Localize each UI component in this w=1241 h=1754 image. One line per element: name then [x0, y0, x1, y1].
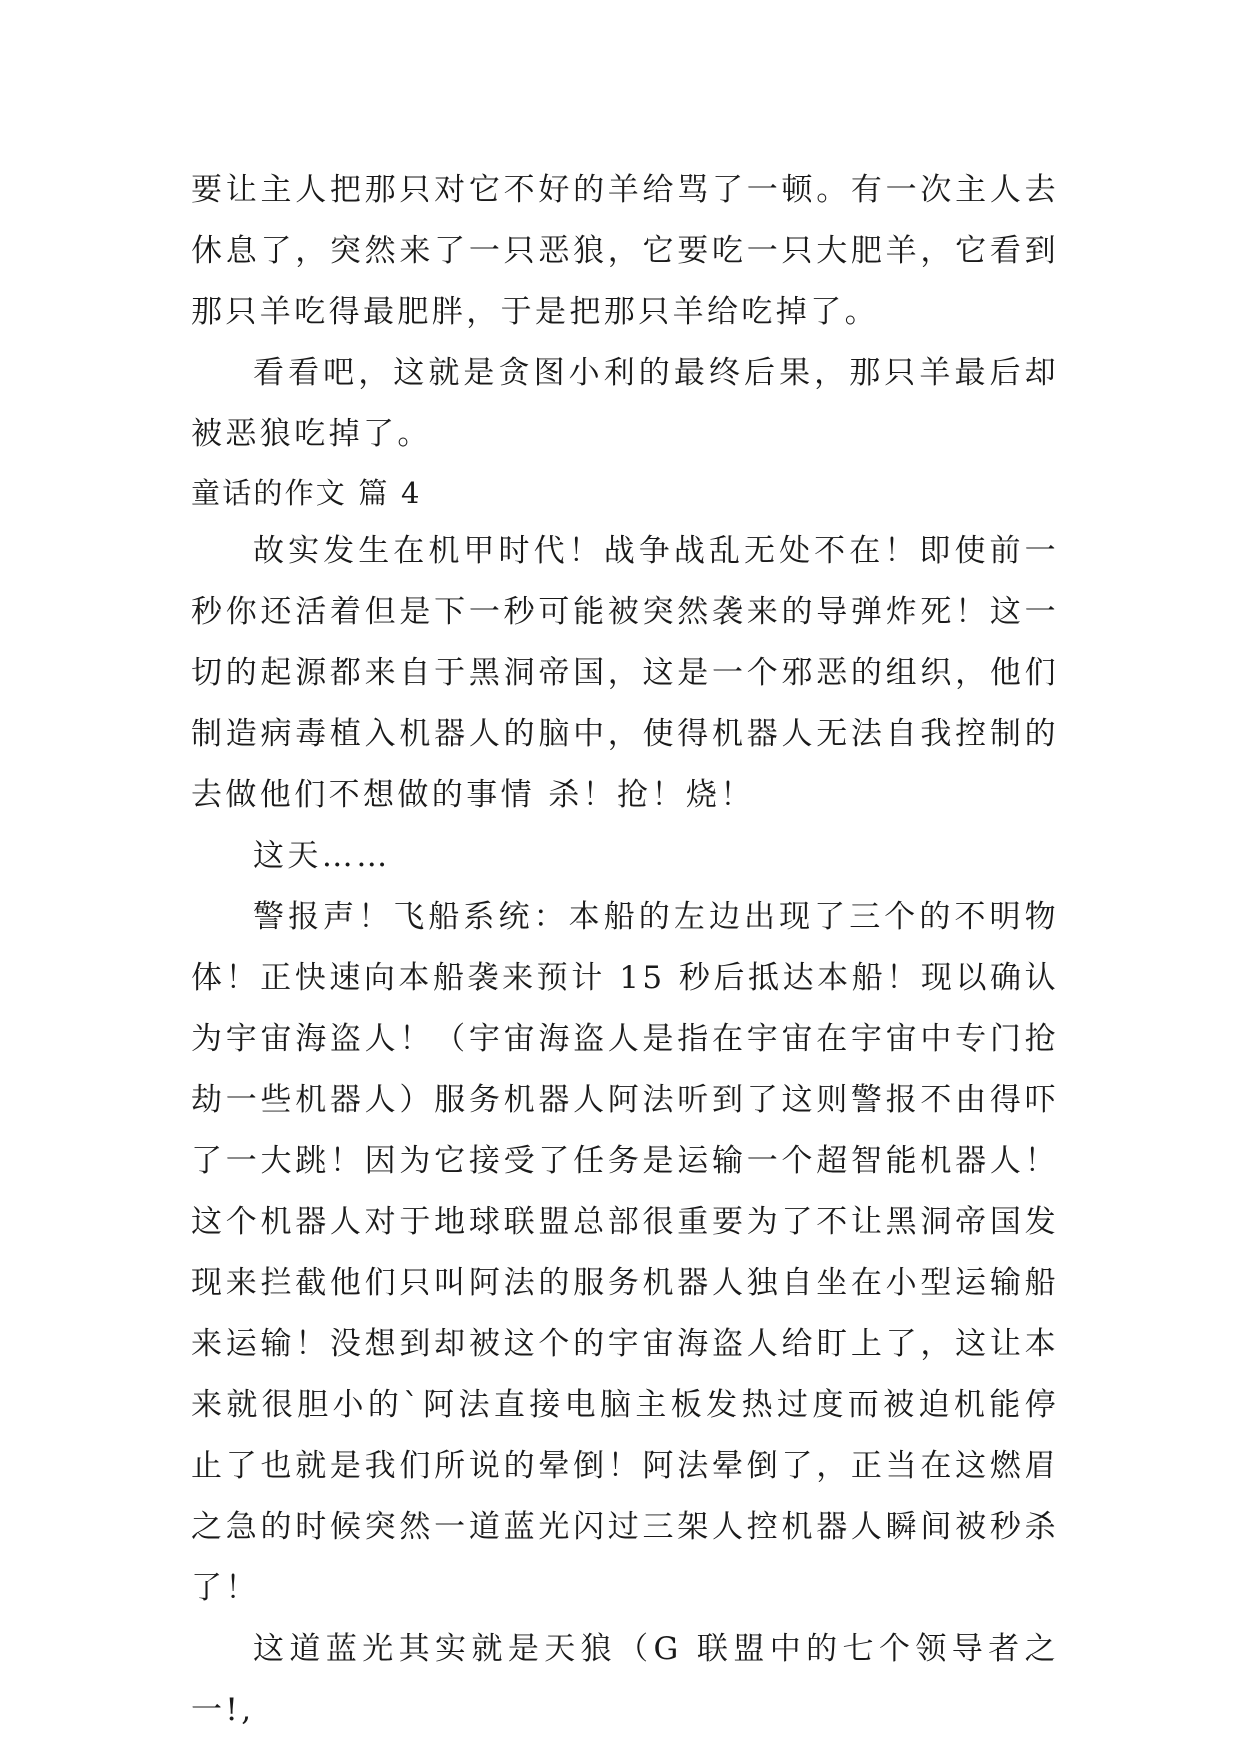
paragraph-continuation: 要让主人把那只对它不好的羊给骂了一顿。有一次主人去休息了，突然来了一只恶狼，它要吃一只大肥羊，它看到那只羊吃得最肥胖，于是把那只羊给吃掉了。 — [191, 172, 1059, 330]
paragraph-consequence: 看看吧，这就是贪图小利的最终后果，那只羊最后却被恶狼吃掉了。 — [191, 355, 1059, 452]
paragraph-blue-light: 这道蓝光其实就是天狼（G 联盟中的七个领导者之一!, — [191, 1631, 1059, 1728]
document-body — [191, 160, 1059, 1741]
paragraph-this-day: 这天…… — [253, 838, 391, 874]
paragraph-story-intro: 故实发生在机甲时代！战争战乱无处不在！即使前一秒你还活着但是下一秒可能被突然袭来的导弹炸死！这一切的起源都来自于黑洞帝国，这是一个邪恶的组织，他们制造病毒植入机器人的脑中，使得机器人无法自我控制的去做他们不想做的事情 杀！抢！烧！ — [191, 533, 1059, 813]
paragraph-alarm: 警报声！飞船系统：本船的左边出现了三个的不明物体！正快速向本船袭来预计 15 秒后抵达本船！现以确认为宇宙海盗人！（宇宙海盗人是指在宇宙在宇宙中专门抢 劫一些机器人）服务机器人阿法听到了这则警报不由得吓了一大跳！因为它接受了任务是运输一个超智能机器人！这个机器人对于地球联盟总部很重要为了不让黑洞帝国发现来拦截他们只叫阿法的服务机器人独自坐在小型运输船来运输！没想到却被这个的宇宙海盗人给盯上了，这让本来就很胆小的`阿法直接电脑主板发热过度而被迫机能停止了也就是我们所说的晕倒！阿法晕倒了，正当在这燃眉之急的时候突然一道蓝光闪过三架人控机器人瞬间被秒杀了！ — [191, 899, 1059, 1606]
section-heading: 童话的作文 篇 4 — [191, 476, 422, 510]
